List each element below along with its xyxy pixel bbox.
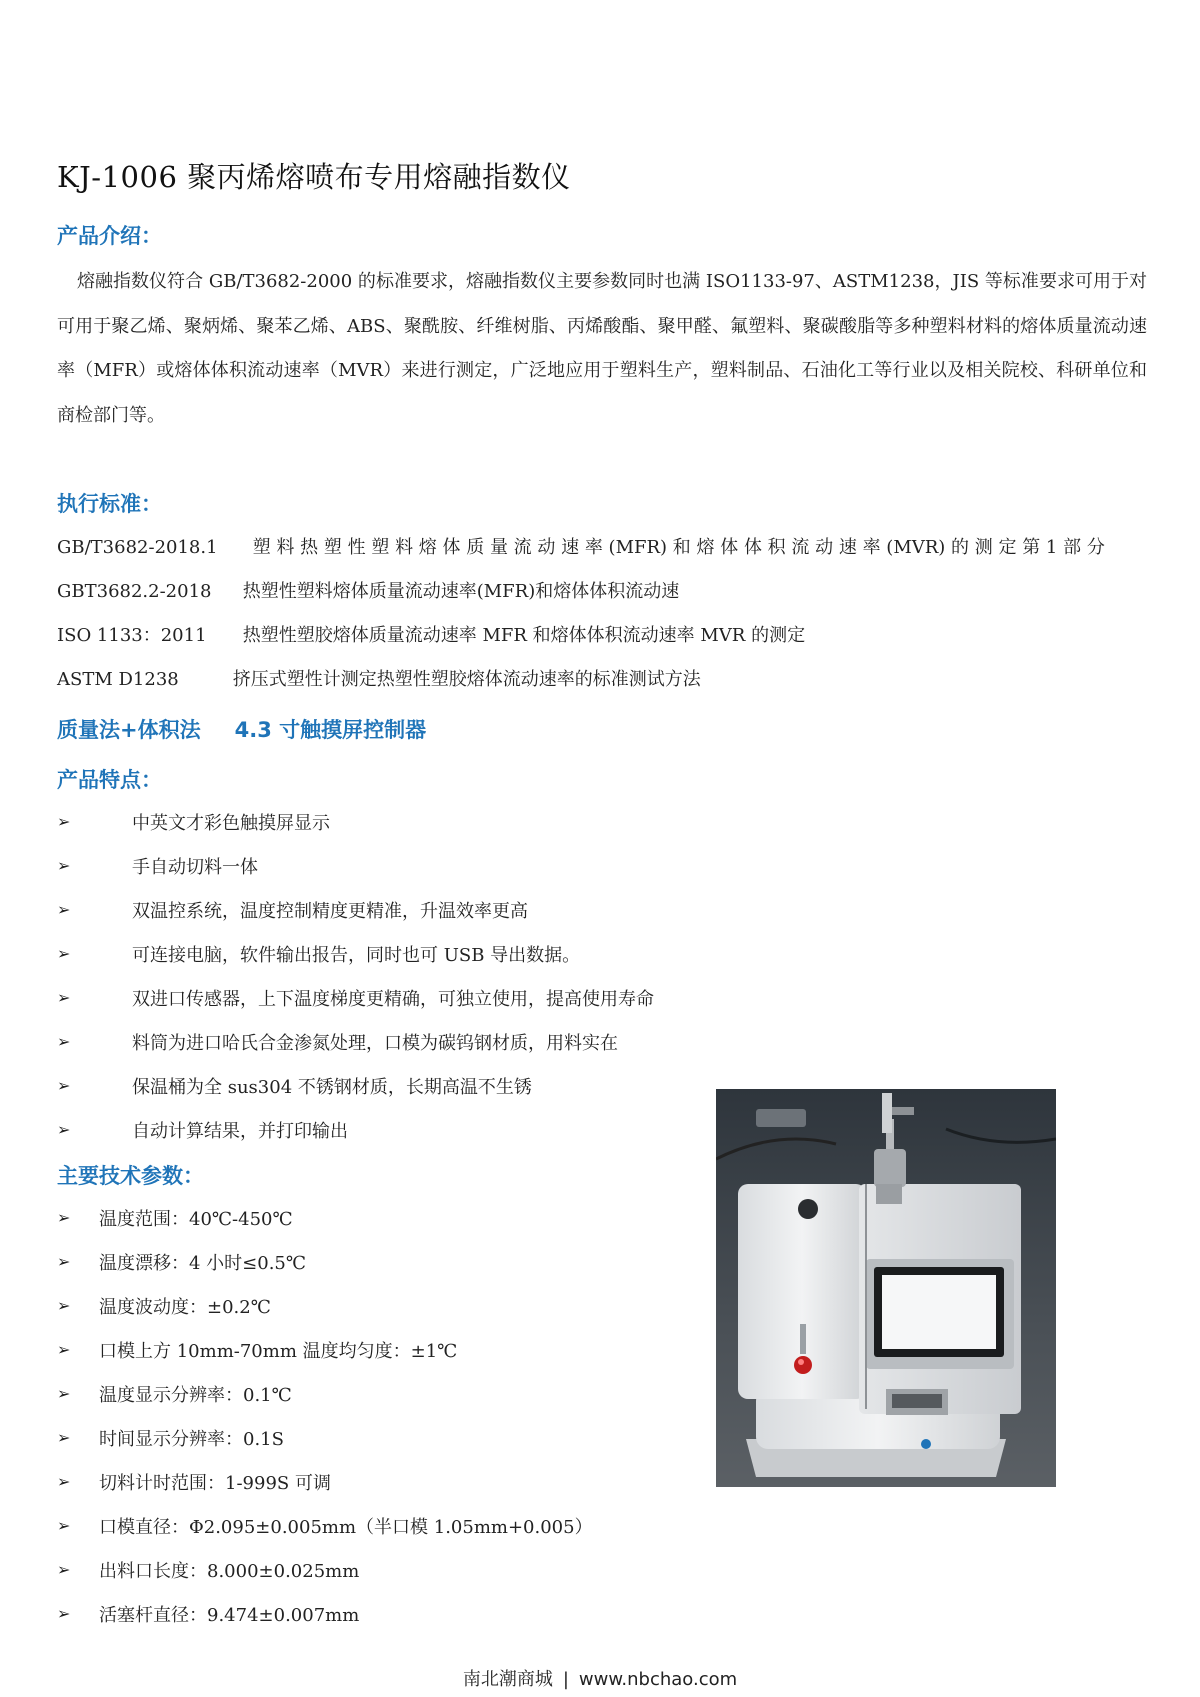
arrow-bullet-icon: ➢	[57, 1032, 71, 1051]
arrow-bullet-icon: ➢	[57, 1076, 71, 1095]
arrow-bullet-icon: ➢	[57, 988, 71, 1007]
intro-paragraph: 熔融指数仪符合 GB/T3682-2000 的标准要求，熔融指数仪主要参数同时也满 ISO1133-97、ASTM1238，JIS 等标准要求可用于对可用于聚乙烯、聚炳烯、聚苯乙烯、ABS、聚酰胺、纤维树脂、丙烯酸酯、聚甲醛、氟塑料、聚碳酸脂等多种塑料材料的熔体质量流动速率（MFR）或熔体体积流动速率（MVR）来进行测定，广泛地应用于塑料生产，塑料制品、石油化工等行业以及相关院校、科研单位和商检部门等。	[57, 271, 1147, 426]
params-heading: 主要技术参数：	[57, 1164, 204, 1188]
standard-description: 热塑性塑料熔体质量流动速率(MFR)和熔体体积流动速	[242, 581, 680, 602]
standard-row	[57, 621, 805, 647]
standard-code: ASTM D1238	[57, 669, 179, 690]
footer-url[interactable]: www.nbchao.com	[578, 1669, 738, 1690]
arrow-bullet-icon: ➢	[57, 856, 71, 875]
standard-description: 塑 料 热 塑 性 塑 料 熔 体 质 量 流 动 速 率 (MFR) 和 熔 体 体 积 流 动 速 率 (MVR) 的 测 定 第 1 部 分	[252, 537, 1105, 558]
method-label: 质量法+体积法	[57, 718, 201, 742]
arrow-bullet-icon: ➢	[57, 812, 71, 831]
arrow-bullet-icon: ➢	[57, 1516, 71, 1535]
arrow-bullet-icon: ➢	[57, 1208, 71, 1227]
features-heading: 产品特点：	[57, 768, 162, 792]
arrow-bullet-icon: ➢	[57, 1120, 71, 1139]
standards-heading: 执行标准：	[57, 492, 162, 516]
standard-row	[57, 533, 1105, 559]
document-page: KJ-1006 聚丙烯熔喷布专用熔融指数仪 产品介绍： 熔融指数仪符合 GB/T3682-2000 的标准要求，熔融指数仪主要参数同时也满 ISO1133-97、ASTM1238，JIS 等标准要求可用于对可用于聚乙烯、聚炳烯、聚苯乙烯、ABS、聚酰胺、纤维树脂、丙烯酸酯、聚甲醛、氟塑料、聚碳酸脂等多种塑料材料的熔体质量流动速率（MFR）或熔体体积流动速率（MVR）来进行测定，广泛地应用于塑料生产，塑料制品、石油化工等行业以及相关院校、科研单位和商检部门等。 执行标准： GB/T3682-2018.1 塑 料 热 塑 性 塑 料 熔 体 质 量 流 动 速 率 (MFR) 和 熔 体 体 积 流 动 速 率 (MVR) 的 测 定 第 1 部 分 GBT3682.2-2018 热塑性塑料熔体质量流动速率(MFR)和熔体体积流动速 ISO 1133：2011 热塑性塑胶熔体质量流动速率 MFR 和熔体体积流动速率 MVR 的测定 ASTM D1238 挤压式塑性计测定热塑性塑胶熔体流动速率的标准测试方法 质量法+体积法 4.3 寸触摸屏控制器 产品特点： ➢ 中英文才彩色触摸屏显示 ➢ 手自动切料一体 ➢ 双温控系统，温度控制精度更精准，升温效率更高 ➢ 可连接电脑，软件输出报告，同时也可 USB 导出数据。 ➢ 双进口传感器，上下温度梯度更精确，可独立使用，提高使用寿命 ➢ 料筒为进口哈氏合金渗氮处理，口模为碳钨钢材质，用料实在 ➢ 保温桶为全 sus304 不锈钢材质，长期高温不生锈 ➢ 自动计算结果，并打印输出 主要技术参数： ➢ 温度范围：40℃-450℃ ➢ 温度漂移：4 小时≤0.5℃ ➢ 温度波动度：±0.2℃ ➢ 口模上方 10mm-70mm 温度均匀度：±1℃ ➢ 温度显示分辨率：0.1℃ ➢ 时间显示分辨率：0.1S ➢ 切料计时范围：1-999S 可调 ➢ 口模直径：Φ2.095±0.005mm（半口模 1.05mm+0.005） ➢ 出料口长度：8.000±0.025mm ➢ 活塞杆直径：9.474±0.007mm 南北潮商城 | www.nbchao.com	[0, 0, 1200, 1697]
footer-brand: 南北潮商城	[462, 1669, 553, 1690]
method-line	[57, 714, 426, 744]
intro-heading: 产品介绍：	[57, 224, 162, 248]
arrow-bullet-icon: ➢	[57, 1252, 71, 1271]
document-title: KJ-1006 聚丙烯熔喷布专用熔融指数仪	[57, 160, 571, 194]
standard-code: GBT3682.2-2018	[57, 581, 212, 602]
page-footer	[0, 1665, 1200, 1691]
arrow-bullet-icon: ➢	[57, 1428, 71, 1447]
product-photo	[716, 1089, 1056, 1487]
melt-indexer-illustration	[716, 1089, 1056, 1487]
standard-code: ISO 1133：2011	[57, 625, 207, 646]
standard-description: 热塑性塑胶熔体质量流动速率 MFR 和熔体体积流动速率 MVR 的测定	[242, 625, 806, 646]
standard-row	[57, 577, 679, 603]
screen-label: 4.3 寸触摸屏控制器	[234, 718, 427, 742]
arrow-bullet-icon: ➢	[57, 1384, 71, 1403]
arrow-bullet-icon: ➢	[57, 1604, 71, 1623]
standard-row	[57, 665, 701, 691]
arrow-bullet-icon: ➢	[57, 1560, 71, 1579]
standard-description: 挤压式塑性计测定热塑性塑胶熔体流动速率的标准测试方法	[232, 669, 701, 690]
footer-separator: |	[562, 1669, 569, 1690]
arrow-bullet-icon: ➢	[57, 900, 71, 919]
arrow-bullet-icon: ➢	[57, 1296, 71, 1315]
standard-code: GB/T3682-2018.1	[57, 537, 218, 558]
arrow-bullet-icon: ➢	[57, 1340, 71, 1359]
arrow-bullet-icon: ➢	[57, 1472, 71, 1491]
arrow-bullet-icon: ➢	[57, 944, 71, 963]
